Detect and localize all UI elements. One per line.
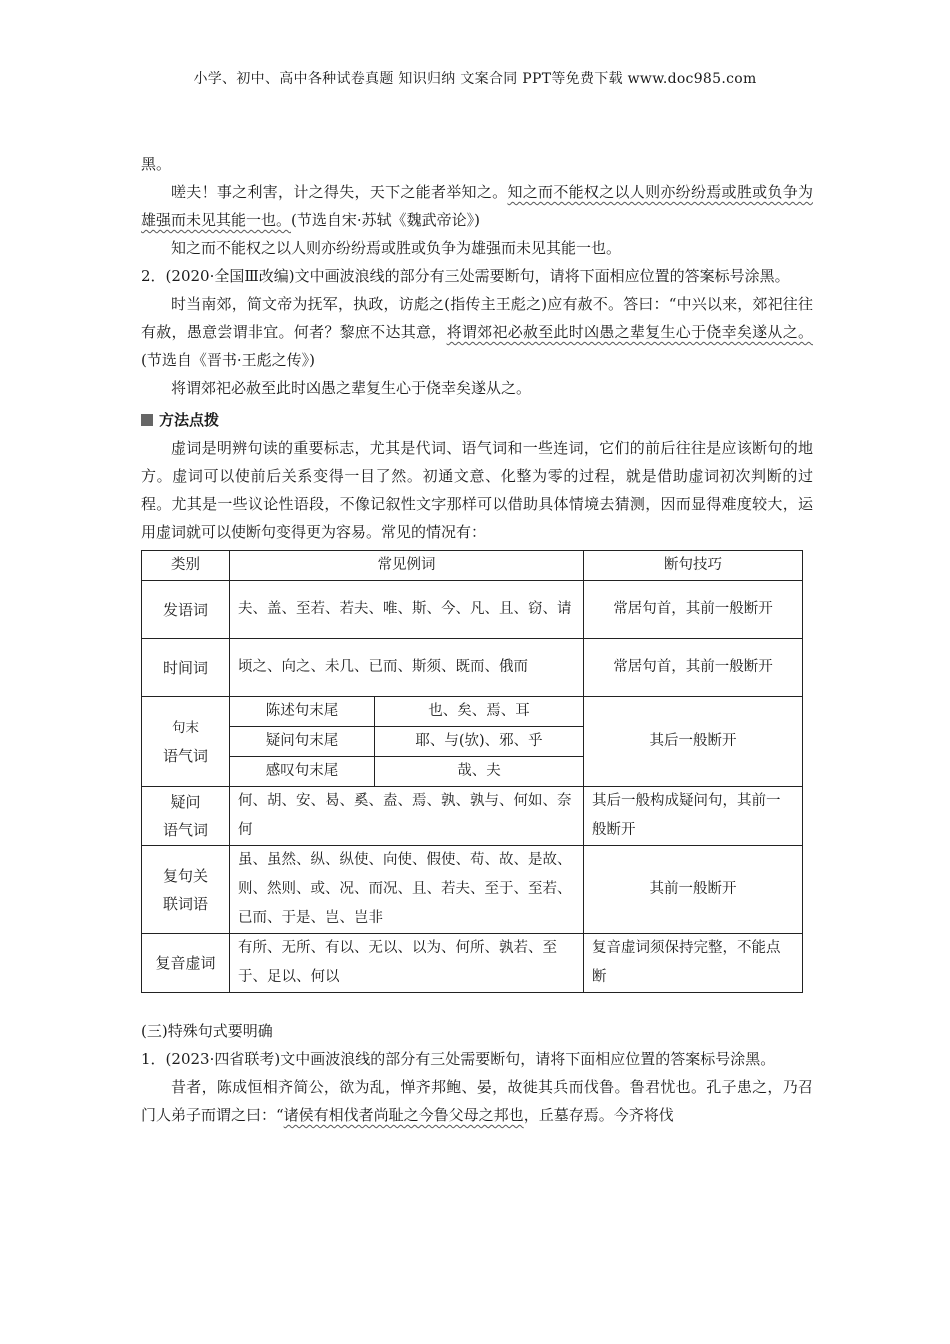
sub-row: [230, 727, 583, 757]
table-row: [142, 697, 803, 787]
type-line-1: 复句关: [162, 866, 208, 885]
sub-words: 也、矣、焉、耳: [375, 697, 584, 727]
type-line-1: 疑问: [170, 793, 201, 811]
table-cell-type: [142, 846, 230, 934]
paragraph-5: [141, 290, 813, 374]
question-2: 2．(2020·全国Ⅲ改编)文中画波浪线的部分有三处需要断句，请将下面相应位置的答案标号涂黑。: [141, 267, 790, 285]
table-header: 断句技巧: [584, 551, 803, 581]
table-cell-type: 时间词: [142, 639, 230, 697]
table-cell-words: 何、胡、安、曷、奚、盍、焉、孰、孰与、何如、奈何: [230, 787, 584, 846]
wavy-passage: 诸侯有相伐者尚耻之今鲁父母之邦也: [283, 1106, 524, 1124]
passage-text: 嗟夫！事之利害，计之得失，天下之能者举知之。: [171, 183, 508, 201]
sub-words: 哉、夫: [375, 757, 584, 787]
question-1: 1．(2023·四省联考)文中画波浪线的部分有三处需要断句，请将下面相应位置的答案标号涂黑。: [141, 1050, 776, 1068]
square-bullet-icon: [141, 414, 153, 426]
sub-label: 陈述句末尾: [230, 697, 375, 727]
source-note: (节选自《晋书·王彪之传》): [141, 351, 315, 369]
section-heading: [141, 406, 813, 434]
table-cell-words: 有所、无所、有以、无以、以为、何所、孰若、至于、足以、何以: [230, 934, 584, 993]
passage-text: ，丘墓存焉。今齐将伐: [523, 1106, 674, 1124]
sub-row: [230, 757, 583, 787]
table-header: 类别: [142, 551, 230, 581]
document-body: [141, 150, 813, 1129]
passage-text: 昔者，陈成恒相齐简公，欲为乱，惮齐邦鲍、晏，故徙其兵而伐鲁。鲁君忧也。孔子患之，乃召门人弟子而谓之曰：“: [141, 1078, 813, 1124]
table-header-row: [142, 551, 803, 581]
table-cell-subtable: [230, 697, 584, 787]
table-row: [142, 581, 803, 639]
page-header: 小学、初中、高中各种试卷真题 知识归纳 文案合同 PPT等免费下载 www.doc985.com: [193, 71, 757, 87]
table-row: [142, 639, 803, 697]
table-cell-tip: 常居句首，其前一般断开: [584, 639, 803, 697]
type-line-1: 句末: [172, 720, 199, 736]
sub-label: 感叹句末尾: [230, 757, 375, 787]
paragraph-10: [141, 1073, 813, 1129]
table-cell-words: 夫、盖、至若、若夫、唯、斯、今、凡、且、窃、请: [230, 581, 584, 639]
sub-row: [230, 697, 583, 727]
source-note: (节选自宋·苏轼《魏武帝论》): [291, 211, 480, 229]
method-paragraph: 虚词是明辨句读的重要标志，尤其是代词、语气词和一些连词，它们的前后往往是应该断句的地方。虚词可以使前后关系变得一目了然。初通文意、化整为零的过程，就是借助虚词初次判断的过程。尤其是一些议论性语段，不像记叙性文字那样可以借助具体情境去猜测，因而显得难度较大，运用虚词就可以使断句变得更为容易。常见的情况有：: [141, 439, 813, 541]
table-cell-type: [142, 787, 230, 846]
passage-text: 时当南郊，简文帝为抚军，执政，访彪之(指传主王彪之)应有赦不。答曰：“中兴以来，郊祀往往有赦，愚意尝谓非宜。何者？黎庶不达其意，: [141, 295, 813, 341]
table-cell-type: 复音虚词: [142, 934, 230, 993]
table-row: [142, 846, 803, 934]
table-cell-type: [142, 697, 230, 787]
type-line-2: 语气词: [162, 747, 208, 765]
table-cell-tip: 其后一般断开: [584, 697, 803, 787]
type-line-2: 语气词: [162, 821, 208, 839]
wavy-passage: 知之而不能权之以人则亦纷纷焉或胜或负争为雄强而未见其能一也。: [141, 183, 813, 229]
wavy-passage: 将谓郊祀必赦至此时凶愚之辈复生心于侥幸矣遂从之。: [446, 323, 813, 341]
table-cell-tip: 其前一般断开: [584, 846, 803, 934]
paragraph-6: 将谓郊祀必赦至此时凶愚之辈复生心于侥幸矣遂从之。: [171, 379, 532, 397]
sub-table: [230, 697, 583, 786]
table-cell-tip: 复音虚词须保持完整，不能点断: [584, 934, 803, 993]
paragraph-1: 黑。: [141, 155, 172, 173]
function-word-table: [141, 550, 803, 993]
table-cell-tip: 其后一般构成疑问句，其前一般断开: [584, 787, 803, 846]
table-cell-type: 发语词: [142, 581, 230, 639]
table-row: [142, 934, 803, 993]
paragraph-3: 知之而不能权之以人则亦纷纷焉或胜或负争为雄强而未见其能一也。: [171, 239, 622, 257]
sub-words: 耶、与(欤)、邪、乎: [375, 727, 584, 757]
table-row: [142, 787, 803, 846]
table-cell-tip: 常居句首，其前一般断开: [584, 581, 803, 639]
subsection-heading: (三)特殊句式要明确: [141, 1022, 273, 1040]
section-title: 方法点拨: [159, 411, 220, 429]
paragraph-2: [141, 178, 813, 234]
table-cell-words: 顷之、向之、未几、已而、斯须、既而、俄而: [230, 639, 584, 697]
table-header: 常见例词: [230, 551, 584, 581]
type-line-2: 联词语: [162, 894, 208, 913]
sub-label: 疑问句末尾: [230, 727, 375, 757]
table-cell-words: 虽、虽然、纵、纵使、向使、假使、苟、故、是故、则、然则、或、况、而况、且、若夫、至于、至若、已而、于是、岂、岂非: [230, 846, 584, 934]
